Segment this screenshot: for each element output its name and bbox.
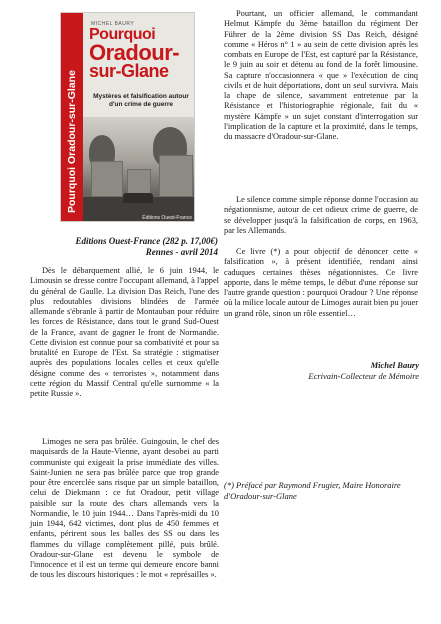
author-signature	[224, 360, 419, 382]
paragraph-text: Pourtant, un officier allemand, le commandant Helmut Kämpfe du 3ème bataillon du régiment Der Führer de la 2ème division SS Das Reich, désigné comme « Héros n° 1 » au sein de cette division après les combats en Europe de l'Est, est capturé par la Résistance, le 9 juin au soir et détenu au fond de la forêt limousine. Sa capture n'occasionnera « que » l'exécution de cinq civils et de huit déportations, dont un seul survivra. Mais la chape de silence, savamment entretenue par la Résistance et l'historiographie régionale, fait du « mystère Kämpfe » un sujet constant d'interrogation sur l'implication de la capture et la proximité, dans le temps, du massacre d'Oradour-sur-Glane.	[224, 9, 418, 141]
cover-publisher: Éditions Ouest-France	[142, 215, 192, 221]
preface-text: (*) Préfacé par Raymond Frugier, Maire Honoraire d'Oradour-sur-Glane	[224, 480, 401, 501]
cover-title-line2: Oradour-	[89, 40, 180, 65]
caption-publisher: Editions Ouest-France (282 p. 17,00€)	[75, 236, 218, 246]
cover-subtitle: Mystères et falsification autour d'un crime de guerre	[93, 93, 189, 108]
cover-title	[89, 27, 194, 79]
paragraph-text: Dès le débarquement allié, le 6 juin 1944, le Limousin se dresse contre l'occupant allemand, à l'appel du général de Gaulle. La division Das Reich, l'une des plus redoutables divisions blindées de l'armée allemande s'ébranle à partir de Montauban pour réduire les forces de Résistance, dans tout le grand Sud-Ouest de la France, avant de gagner le front de Normandie. Cette division est connue pour sa combativité et pour sa brutalité en Europe de l'Est. Sa stratégie : stigmatiser auprès des populations locales celles et ceux qu'elle désigne comme des « terroristes », notamment dans cette région du Massif Central qu'elle surnomme « la petite Russie ».	[30, 266, 219, 398]
signature-name: Michel Baury	[370, 360, 419, 370]
cover-title-line3: sur-Glane	[89, 61, 169, 81]
photo-car	[123, 193, 153, 203]
article-paragraph	[224, 247, 418, 319]
signature-role: Ecrivain-Collecteur de Mémoire	[308, 371, 419, 381]
book-caption	[30, 236, 218, 258]
photo-ruin	[91, 161, 123, 197]
caption-place-date: Rennes - avril 2014	[145, 247, 218, 257]
paragraph-text: Limoges ne sera pas brûlée. Guingouin, le chef des maquisards de la Haute-Vienne, ayant desobei au parti communiste qui exigeait la prise immédiate des villes. Saint-Junien ne sera pas brûlée parce que trop grande pour être encerclée sans risque par un simple bataillon, celui de Diekmann : ce fut Oradour, petit village paisible sur la route des chars allemands vers la Normandie, le 10 juin 1944… Dans l'après-midi du 10 juin 1944, 642 victimes, dont plus de 450 femmes et enfants, périrent sous les balles des SS ou dans les flammes du village complètement pillé, puis brûlé. Oradour-sur-Glane est devenu le symbole de l'innocence et il est un terme qui demeure encore banni de tous les discours historiques : le mot « représailles ».	[30, 437, 219, 580]
cover-title-line1: Pourquoi	[89, 26, 156, 43]
paragraph-text: Ce livre (*) a pour objectif de dénoncer cette « falsification », à présent identifiée, rendant ainsi caduques certaines thèses négationnistes. Ce livre apporte, dans le même temps, le début d'une réponse sur l'autre grande question : pourquoi Oradour ? Une réponse où la milice locale autour de Limoges aurait bien pu jouer un grand rôle, sinon un rôle essentiel…	[224, 247, 418, 318]
photo-ruin	[159, 155, 193, 197]
article-paragraph	[30, 266, 219, 399]
article-paragraph	[224, 9, 418, 142]
paragraph-text: Le silence comme simple réponse donne l'occasion au négationnisme, autour de cet odieux crime de guerre, de se développer jusqu'à la falsification de corps, en 1963, par les Allemands.	[224, 195, 418, 235]
preface-note	[224, 480, 419, 502]
article-paragraph	[224, 195, 418, 236]
cover-spine	[61, 13, 83, 221]
article-paragraph	[30, 437, 219, 581]
cover-spine-text: Pourquoi Oradour-sur-Glane	[66, 70, 78, 213]
cover-author: MICHEL BAURY	[91, 21, 135, 27]
cover-photo	[83, 117, 195, 222]
book-cover	[60, 12, 195, 222]
